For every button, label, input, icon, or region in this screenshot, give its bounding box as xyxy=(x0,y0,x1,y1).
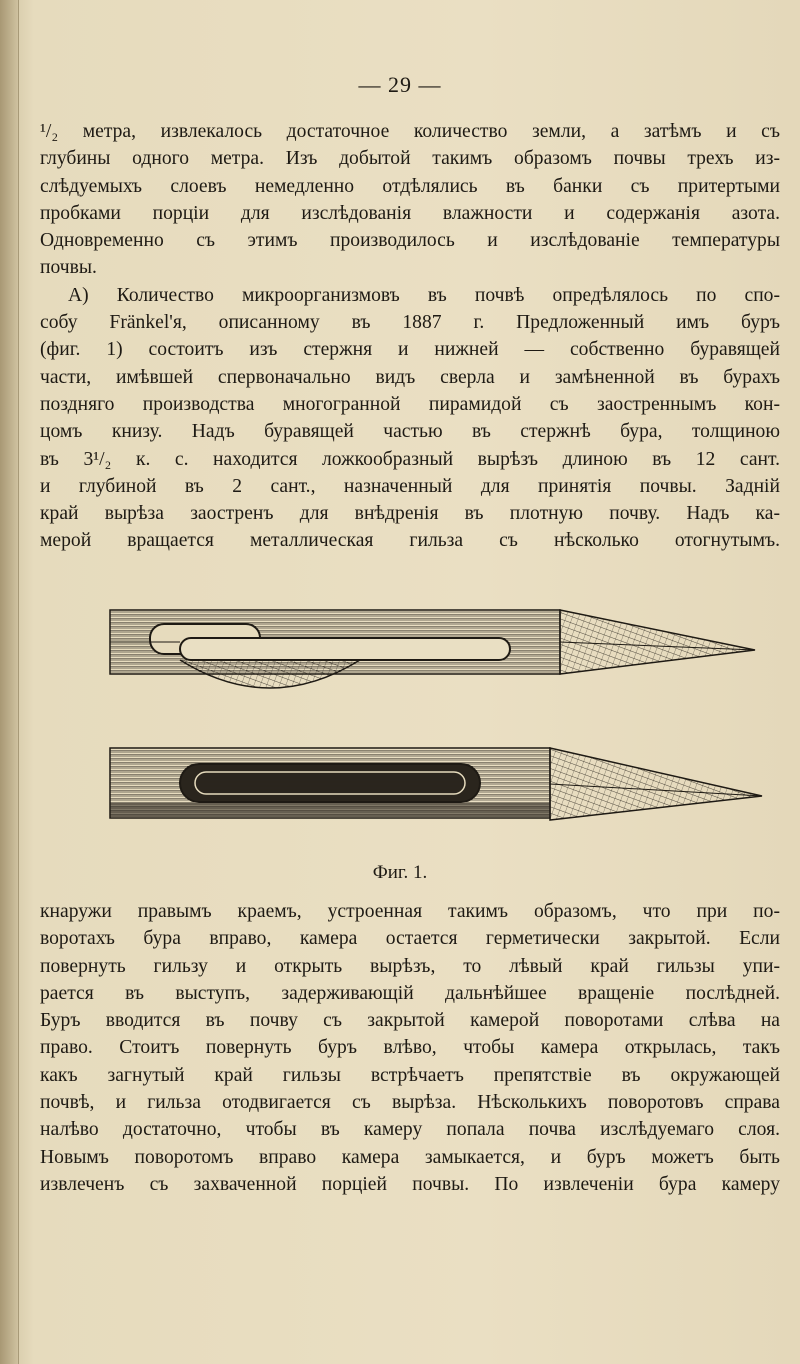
page-number: — 29 — xyxy=(358,72,442,97)
text-line: край вырѣза заостренъ для внѣдренія въ плотную почву. Надъ ка- xyxy=(40,503,780,525)
text-line: налѣво достаточно, чтобы въ камеру попала почва изслѣдуемаго слоя. xyxy=(40,1119,780,1141)
text-line: въ 3¹/₂ к. с. находится ложкообразный вырѣзъ длиною въ 12 сант. xyxy=(40,448,780,470)
text-line: рается въ выступъ, задерживающій дальнѣйшее вращеніе послѣдней. xyxy=(40,982,780,1004)
borer-illustration xyxy=(30,598,790,843)
text-line: Буръ вводится въ почву съ закрытой камерой поворотами слѣва на xyxy=(40,1010,780,1032)
text-line: Одновременно съ этимъ производилось и изслѣдованіе температуры xyxy=(40,230,780,252)
text-line: почвѣ, и гильза отодвигается съ вырѣза. Нѣсколькихъ поворотовъ справа xyxy=(40,1092,780,1114)
text-line: кнаружи правымъ краемъ, устроенная такимъ образомъ, что при по- xyxy=(40,901,780,922)
text-line: цомъ книзу. Надъ буравящей частью въ стержнѣ бура, толщиною xyxy=(40,421,780,443)
body-text-bottom xyxy=(40,898,780,1198)
text-line: воротахъ бура вправо, камера остается герметически закрытой. Если xyxy=(40,928,780,950)
figure-caption: Фиг. 1. xyxy=(372,862,428,883)
text-line: почвы. xyxy=(40,257,97,279)
body-text-top xyxy=(40,118,780,555)
text-line: ¹/₂ метра, извлекалось достаточное количество земли, а затѣмъ и съ xyxy=(40,121,780,142)
text-line: Новымъ поворотомъ вправо камера замыкается, и буръ можетъ быть xyxy=(40,1146,780,1168)
text-line: мерой вращается металлическая гильза съ нѣсколько отогнутымъ. xyxy=(40,530,780,552)
text-line: поздняго производства многогранной пирамидой съ заостреннымъ кон- xyxy=(40,393,780,415)
text-line: части, имѣвшей спервоначально видъ сверла и замѣненной въ бурахъ xyxy=(40,366,780,388)
borer-view-open xyxy=(110,610,755,688)
borer-view-closed xyxy=(110,748,762,820)
text-line: какъ загнутый край гильзы встрѣчаетъ препятствіе въ окружающей xyxy=(40,1064,780,1086)
text-line: А) Количество микроорганизмовъ въ почвѣ опредѣлялось по спо- xyxy=(68,284,780,306)
text-line: и глубиной въ 2 сант., назначенный для принятія почвы. Задній xyxy=(40,475,780,497)
text-line: повернуть гильзу и открыть вырѣзъ, то лѣвый край гильзы упи- xyxy=(40,955,780,977)
book-spine-edge xyxy=(0,0,19,1364)
text-line: право. Стоитъ повернуть буръ влѣво, чтобы камера открылась, такъ xyxy=(40,1037,780,1059)
text-line: слѣдуемыхъ слоевъ немедленно отдѣлялись въ банки съ притертыми xyxy=(40,175,780,197)
text-line: глубины одного метра. Изъ добытой такимъ образомъ почвы трехъ из- xyxy=(40,148,780,170)
text-line: пробками порціи для изслѣдованія влажности и содержанія азота. xyxy=(40,202,780,224)
text-line: извлеченъ съ захваченной порціей почвы. По извлеченіи бура камеру xyxy=(40,1173,780,1195)
text-line: собу Fränkel'я, описанному въ 1887 г. Предложенный имъ буръ xyxy=(40,312,780,334)
text-line: (фиг. 1) состоитъ изъ стержня и нижней — собственно буравящей xyxy=(40,339,780,361)
